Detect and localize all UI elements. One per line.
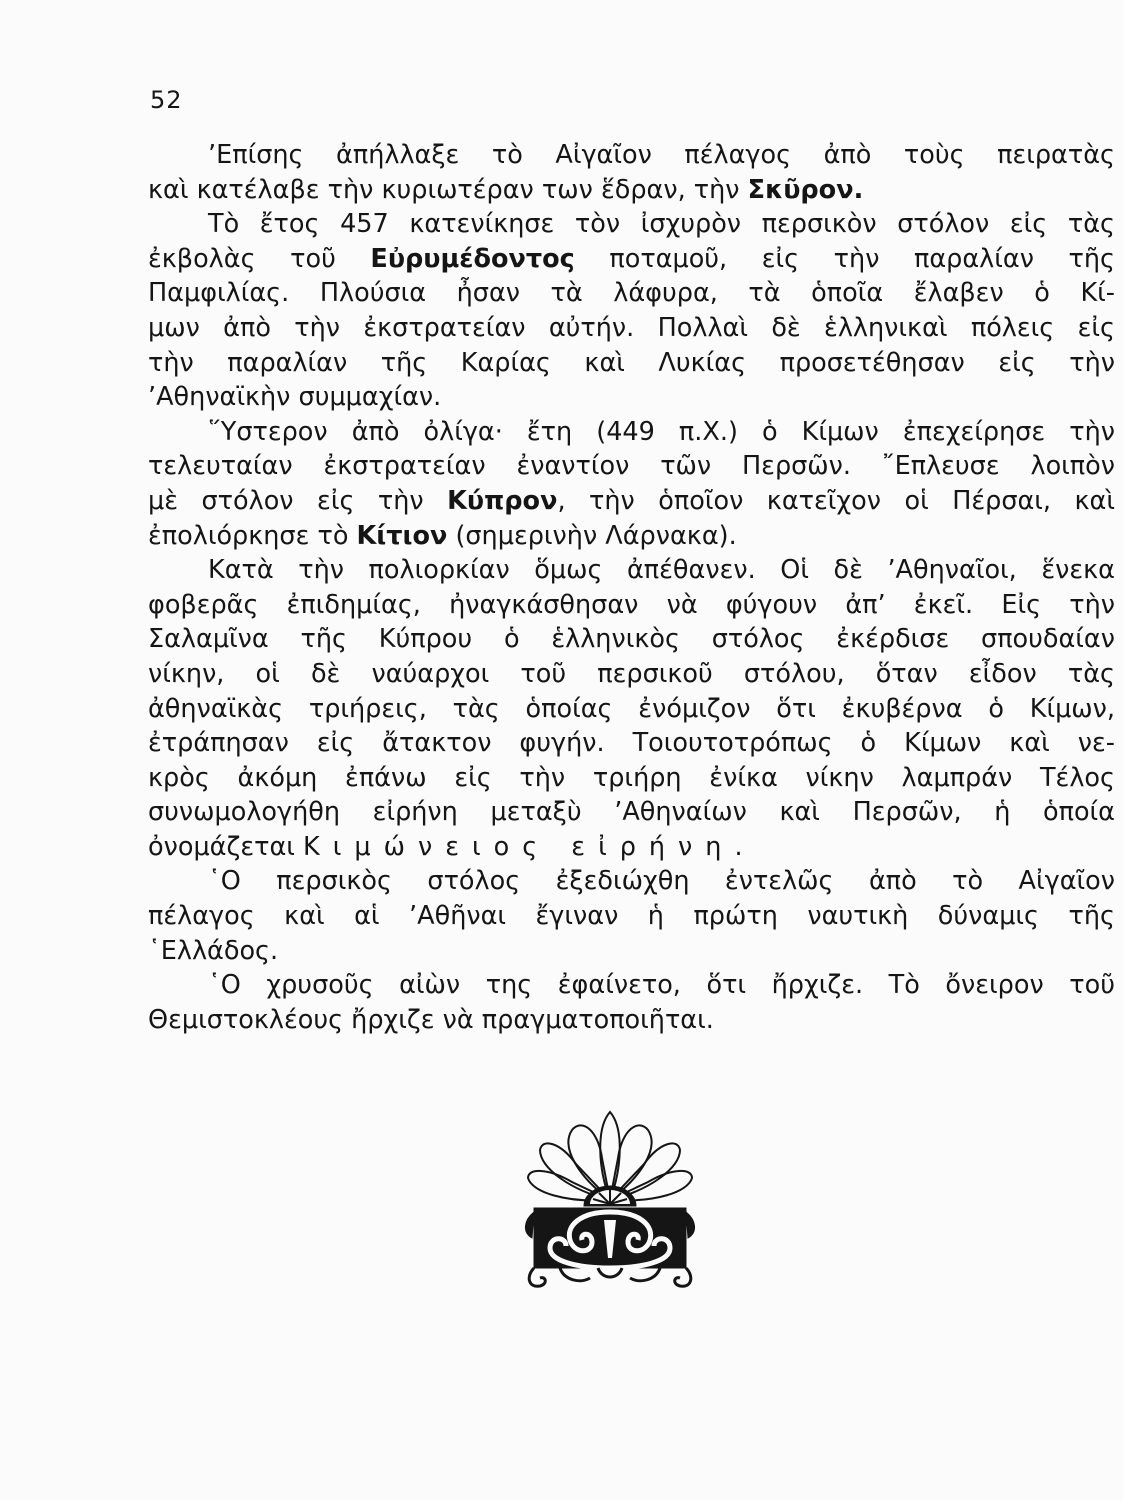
text-segment: , τὴν ὁποῖον κατεῖχον οἱ Πέρσαι, καὶ [557, 485, 1115, 516]
text-line [148, 449, 1115, 484]
text-line [148, 380, 1115, 415]
page-number: 52 [150, 86, 183, 114]
bold-term: Εὐρυμέδοντος [370, 243, 575, 274]
paragraph [148, 415, 1115, 553]
text-segment: ὀνομάζεται [148, 831, 304, 862]
text-segment: ῾Ελλάδος. [148, 935, 279, 966]
text-segment: τελευταίαν ἐκστρατείαν ἐναντίον τῶν Περσῶν. ῎Επλευσε λοιπὸν [148, 451, 1115, 482]
text-segment: ῾Ο χρυσοῦς αἰὼν της ἐφαίνετο, ὅτι ἤρχιζε. Τὸ ὄνειρον τοῦ [208, 970, 1115, 1001]
text-segment: ἐπολιόρκησε τὸ [148, 520, 357, 551]
text-line [148, 864, 1115, 899]
text-line [148, 346, 1115, 381]
text-line [148, 484, 1115, 519]
text-segment: (σημερινὴν Λάρνακα). [447, 520, 737, 551]
text-segment: ῾Ο περσικὸς στόλος ἐξεδιώχθη ἐντελῶς ἀπὸ τὸ Αἰγαῖον [208, 866, 1115, 897]
text-segment: συνωμολογήθη εἰρήνη μεταξὺ ’Αθηναίων καὶ Περσῶν, ἡ ὁποία [148, 797, 1115, 828]
text-line [148, 519, 1115, 554]
text-segment: μων ἀπὸ τὴν ἐκστρατείαν αὐτήν. Πολλαὶ δὲ ἑλληνικαὶ πόλεις εἰς [148, 312, 1115, 343]
text-segment: Κατὰ τὴν πολιορκίαν ὅμως ἀπέθανεν. Οἱ δὲ ’Αθηναῖοι, ἕνεκα [208, 555, 1115, 586]
text-segment: ποταμοῦ, εἰς τὴν παραλίαν τῆς [574, 243, 1115, 274]
text-line [148, 761, 1115, 796]
text-line [148, 830, 1115, 865]
text-line [148, 415, 1115, 450]
bold-term: Κίτιον [356, 520, 448, 551]
text-segment: Σαλαμῖνα τῆς Κύπρου ὁ ἑλληνικὸς στόλος ἐκέρδισε σπουδαίαν [148, 624, 1115, 655]
text-segment: Τὸ ἔτος 457 κατενίκησε τὸν ἰσχυρὸν περσικὸν στόλον εἰς τὰς [208, 209, 1115, 240]
paragraph [148, 138, 1115, 207]
text-line [148, 207, 1115, 242]
bold-term: Σκῦρον. [747, 174, 864, 205]
text-segment: κρὸς ἀκόμη ἐπάνω εἰς τὴν τριήρη ἐνίκα νίκην λαμπράν Τέλος [148, 762, 1115, 793]
paragraph [148, 553, 1115, 864]
text-segment: Παμφιλίας. Πλούσια ἦσαν τὰ λάφυρα, τὰ ὁποῖα ἔλαβεν ὁ Κί- [148, 278, 1115, 309]
text-line [148, 276, 1115, 311]
text-segment: καὶ κατέλαβε τὴν κυριωτέραν των ἕδραν, τὴν [148, 174, 748, 205]
text-line [148, 553, 1115, 588]
text-segment: ’Αθηναϊκὴν συμμαχίαν. [148, 382, 442, 413]
text-line [148, 242, 1115, 277]
text-line [148, 899, 1115, 934]
text-line [148, 173, 1115, 208]
palmette-ornament-icon [520, 1108, 700, 1298]
text-line [148, 726, 1115, 761]
text-line [148, 657, 1115, 692]
text-segment: μὲ στόλον εἰς τὴν [148, 485, 448, 516]
spaced-term: Κιμώνειος εἰρήνη. [303, 831, 756, 862]
paragraph [148, 864, 1115, 968]
text-line [148, 588, 1115, 623]
text-line [148, 138, 1115, 173]
text-line [148, 795, 1115, 830]
text-segment: ἀθηναϊκὰς τριήρεις, τὰς ὁποίας ἐνόμιζον ὅτι ἐκυβέρνα ὁ Κίμων, [148, 693, 1115, 724]
text-segment: φοβερᾶς ἐπιδημίας, ἠναγκάσθησαν νὰ φύγουν ἀπ’ ἐκεῖ. Εἰς τὴν [148, 589, 1115, 620]
text-segment: νίκην, οἱ δὲ ναύαρχοι τοῦ περσικοῦ στόλου, ὅταν εἶδον τὰς [148, 658, 1115, 689]
text-segment: πέλαγος καὶ αἱ ’Αθῆναι ἔγιναν ἡ πρώτη ναυτικὴ δύναμις τῆς [148, 901, 1115, 932]
text-line [148, 692, 1115, 727]
text-line [148, 1003, 1115, 1038]
body-text [148, 138, 1115, 1037]
paragraph [148, 968, 1115, 1037]
bold-term: Κύπρον [447, 485, 558, 516]
paragraph [148, 207, 1115, 415]
text-segment: τὴν παραλίαν τῆς Καρίας καὶ Λυκίας προσετέθησαν εἰς τὴν [148, 347, 1115, 378]
text-segment: ἐτράπησαν εἰς ἄτακτον φυγήν. Τοιουτοτρόπως ὁ Κίμων καὶ νε- [148, 728, 1115, 759]
text-segment: Θεμιστοκλέους ἤρχιζε νὰ πραγματοποιῆται. [148, 1004, 714, 1035]
text-line [148, 622, 1115, 657]
text-segment: ῞Υστερον ἀπὸ ὀλίγα· ἔτη (449 π.Χ.) ὁ Κίμων ἐπεχείρησε τὴν [208, 416, 1115, 447]
text-line [148, 934, 1115, 969]
text-line [148, 968, 1115, 1003]
text-segment: ’Επίσης ἀπήλλαξε τὸ Αἰγαῖον πέλαγος ἀπὸ τοὺς πειρατὰς [208, 140, 1115, 170]
text-line [148, 311, 1115, 346]
text-segment: ἐκβολὰς τοῦ [148, 243, 371, 274]
